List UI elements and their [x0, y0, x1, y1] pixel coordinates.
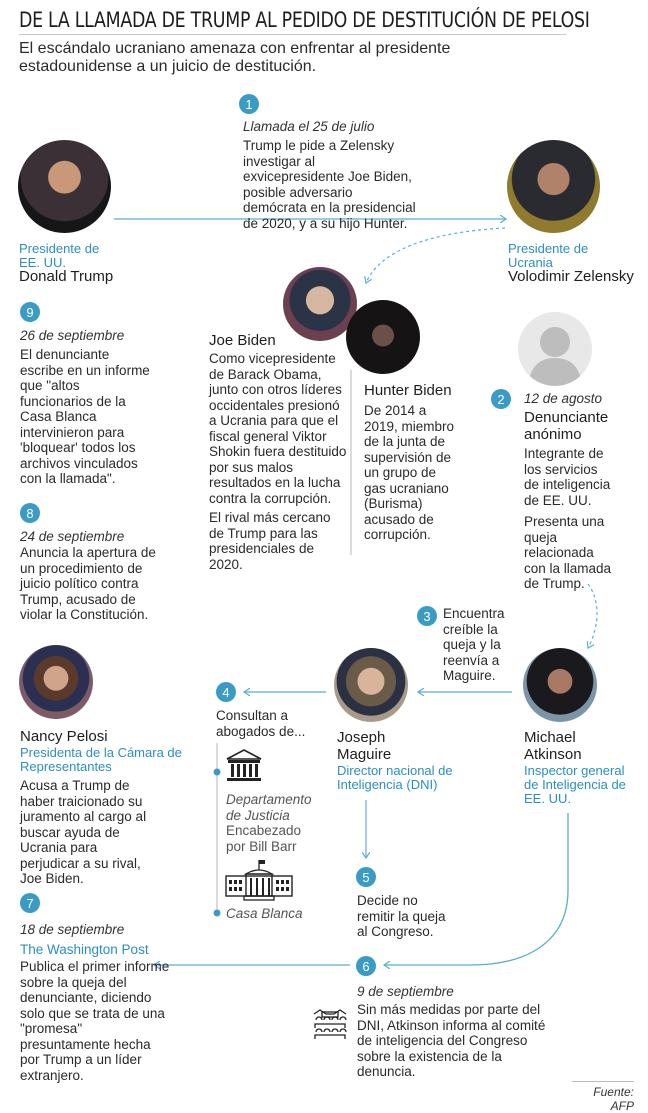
step-3-text: Encuentra creíble la queja y la reenvía a Maguire.: [443, 606, 505, 683]
step-1-text: Trump le pide a Zelensky investigar al exvicepresidente Joe Biden, posible adversario demócrata en la presidencial de 2020, y a su hijo Hunter.: [243, 138, 416, 231]
step-6-date: 9 de septiembre: [357, 984, 454, 999]
step-8-date: 24 de septiembre: [20, 529, 125, 544]
pelosi-text: Acusa a Trump de haber traicionado su juramento al cargo al buscar ayuda de Ucrania para perjudicar a su rival, Joe Biden.: [20, 778, 147, 886]
whistleblower-text: Integrante de los servicios de inteligencia de EE. UU.: [524, 446, 611, 508]
step-2-date: 12 de agosto: [524, 391, 603, 406]
doj-sub: Encabezado por Bill Barr: [226, 823, 302, 854]
anonymous-avatar: [518, 312, 592, 386]
courthouse-icon: [225, 748, 263, 789]
source-label: Fuente: AFP: [572, 1081, 634, 1113]
step-9-text: El denunciante escribe en un informe que "altos funcionarios de la Casa Blanca intervinieron para 'bloquear' todos los archivos vinculados con la llamada".: [20, 347, 150, 486]
step-6-badge: 6: [356, 956, 376, 976]
congress-icon: [312, 1006, 348, 1045]
step-4-badge: 4: [216, 682, 236, 702]
pelosi-role: Presidenta de la Cámara de Representantes: [20, 745, 182, 774]
step-9-date: 26 de septiembre: [20, 328, 125, 343]
step-6-text: Sin más medidas por parte del DNI, Atkinson informa al comité de inteligencia del Congreso sobre la existencia de la denuncia.: [357, 1002, 546, 1079]
step-2-badge: 2: [491, 389, 511, 409]
hunter-biden-name: Hunter Biden: [364, 382, 452, 399]
atkinson-role: Inspector general de Inteligencia de EE. UU.: [524, 763, 626, 806]
joe-biden-text-2: El rival más cercano de Trump para las presidenciales de 2020.: [209, 510, 331, 572]
doj-label: Departamento de Justicia: [226, 792, 312, 823]
zelensky-role: Presidente de Ucrania: [508, 241, 589, 270]
step-5-badge: 5: [356, 867, 376, 887]
maguire-name: Joseph Maguire: [337, 729, 392, 763]
hunter-biden-photo: [346, 300, 420, 374]
page-subtitle: El escándalo ucraniano amenaza con enfrentar al presidente estadounidense a un juicio de destitución.: [19, 40, 451, 75]
step-9-badge: 9: [20, 302, 40, 322]
white-house-label: Casa Blanca: [226, 906, 303, 921]
hunter-biden-text: De 2014 a 2019, miembro de la junta de supervisión de un grupo de gas ucraniano (Burisma) acusado de corrupción.: [364, 403, 455, 542]
zelensky-name: Volodimir Zelensky: [508, 268, 634, 285]
whistleblower-name: Denunciante anónimo: [524, 409, 609, 443]
trump-name: Donald Trump: [19, 268, 114, 285]
zelensky-photo: [507, 140, 600, 233]
step-4-text: Consultan a abogados de...: [216, 708, 306, 739]
page-title: DE LA LLAMADA DE TRUMP AL PEDIDO DE DESTITUCIÓN DE PELOSI: [19, 8, 566, 35]
maguire-role: Director nacional de Inteligencia (DNI): [337, 763, 453, 792]
trump-role: Presidente de EE. UU.: [19, 241, 100, 270]
joe-biden-text: Como vicepresidente de Barack Obama, junto con otros líderes occidentales presionó a Ucrania para que el fiscal general Viktor Shokin fuera destituido por sus malos resultados en la lucha contra la corrupción.: [209, 351, 347, 506]
step-7-text: Publica el primer informe sobre la queja del denunciante, diciendo solo que se trata de una "promesa" presuntamente hecha por Trump a un líder extranjero.: [20, 959, 170, 1083]
trump-photo: [18, 140, 111, 233]
white-house-icon: [224, 858, 294, 907]
step-1-badge: 1: [239, 94, 259, 114]
atkinson-name: Michael Atkinson: [524, 729, 582, 763]
whistleblower-text-2: Presenta una queja relacionada con la llamada de Trump.: [524, 514, 612, 591]
washington-post-label: The Washington Post: [20, 942, 149, 957]
step-7-date: 18 de septiembre: [20, 922, 125, 937]
joe-biden-name: Joe Biden: [209, 332, 276, 349]
atkinson-photo: [523, 648, 597, 722]
step-7-badge: 7: [20, 893, 40, 913]
step-3-badge: 3: [417, 606, 437, 626]
step-8-text: Anuncia la apertura de un procedimiento de juicio político contra Trump, acusado de violar la Constitución.: [20, 545, 156, 622]
pelosi-name: Nancy Pelosi: [20, 728, 108, 745]
pelosi-photo: [19, 645, 93, 719]
step-8-badge: 8: [20, 503, 40, 523]
step-1-date: Llamada el 25 de julio: [243, 119, 375, 134]
maguire-photo: [334, 648, 408, 722]
step-5-text: Decide no remitir la queja al Congreso.: [357, 893, 446, 939]
